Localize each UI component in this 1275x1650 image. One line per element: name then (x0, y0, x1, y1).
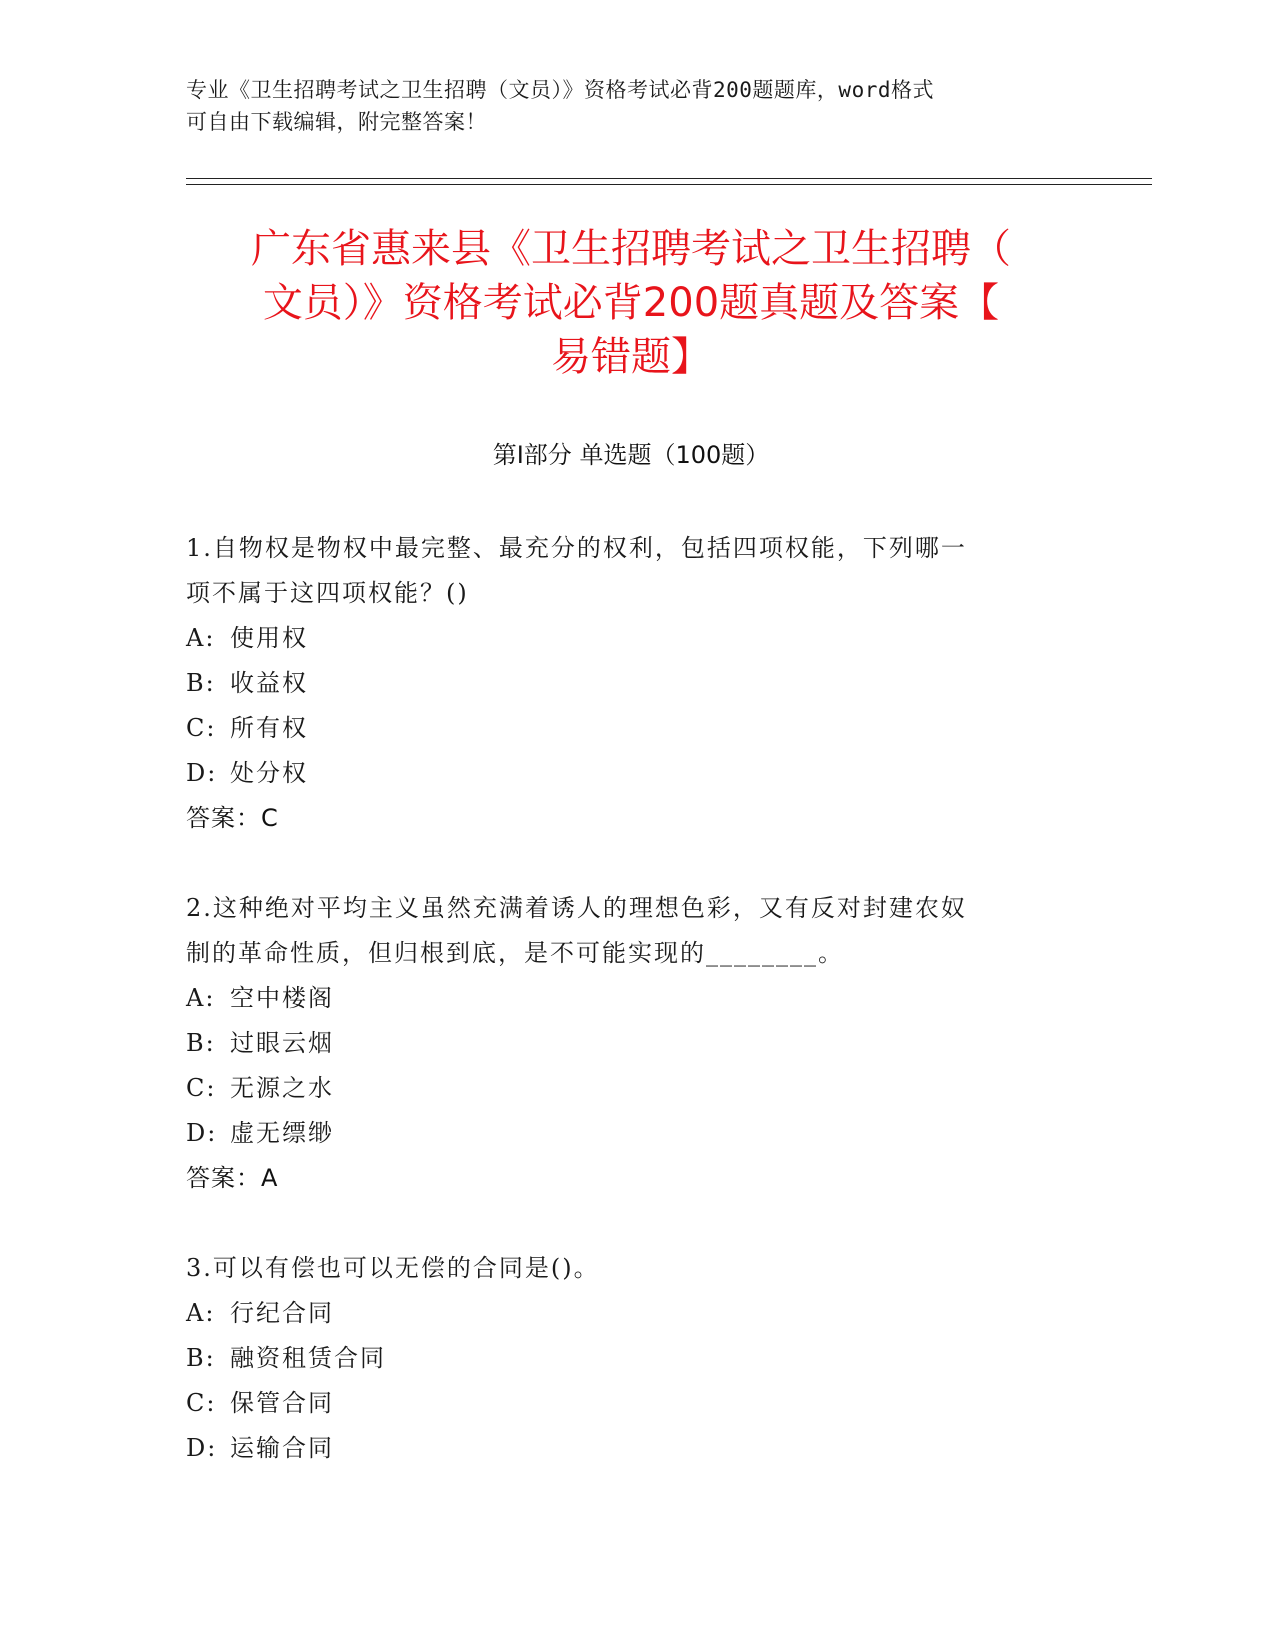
document-title (186, 222, 1076, 384)
title-line-1: 广东省惠来县《卫生招聘考试之卫生招聘（ (251, 226, 1011, 272)
option-text: 使用权 (230, 624, 308, 652)
option-key: B: (186, 1344, 216, 1372)
option-key: B: (186, 1029, 216, 1057)
question-3 (186, 1246, 1066, 1471)
option-text: 处分权 (230, 759, 308, 787)
header-divider-top (186, 178, 1152, 179)
option-d (186, 751, 1066, 796)
option-key: A: (186, 984, 216, 1012)
question-stem: 2.这种绝对平均主义虽然充满着诱人的理想色彩，又有反对封建农奴 (186, 894, 967, 922)
option-key: A: (186, 624, 216, 652)
option-a (186, 976, 1066, 1021)
question-stem: 制的革命性质，但归根到底，是不可能实现的________。 (186, 939, 844, 967)
option-c (186, 1066, 1066, 1111)
option-text: 所有权 (230, 714, 308, 742)
option-a (186, 616, 1066, 661)
header-divider-bottom (186, 184, 1152, 185)
document-header-note (186, 74, 1066, 138)
title-line-3: 易错题】 (551, 334, 711, 380)
option-key: C: (186, 714, 217, 742)
answer-line: 答案：A (186, 1164, 279, 1192)
option-b (186, 1336, 1066, 1381)
question-stem: 项不属于这四项权能？() (186, 579, 469, 607)
option-d (186, 1111, 1066, 1156)
option-text: 运输合同 (230, 1434, 334, 1462)
question-stem: 3.可以有偿也可以无偿的合同是()。 (186, 1254, 600, 1282)
option-key: D: (186, 1434, 218, 1462)
option-key: C: (186, 1389, 217, 1417)
option-a (186, 1291, 1066, 1336)
option-c (186, 706, 1066, 751)
option-b (186, 1021, 1066, 1066)
option-text: 保管合同 (230, 1389, 334, 1417)
option-key: C: (186, 1074, 217, 1102)
option-key: B: (186, 669, 216, 697)
option-text: 收益权 (230, 669, 308, 697)
question-stem: 1.自物权是物权中最完整、最充分的权利，包括四项权能，下列哪一 (186, 534, 967, 562)
answer-line: 答案：C (186, 804, 279, 832)
option-text: 行纪合同 (230, 1299, 334, 1327)
option-text: 虚无缥缈 (230, 1119, 334, 1147)
option-key: D: (186, 759, 218, 787)
option-c (186, 1381, 1066, 1426)
header-note-line-1: 专业《卫生招聘考试之卫生招聘（文员）》资格考试必背200题题库，word格式 (186, 78, 934, 102)
title-line-2: 文员）》资格考试必背200题真题及答案【 (262, 280, 1000, 326)
option-key: A: (186, 1299, 216, 1327)
option-text: 空中楼阁 (230, 984, 334, 1012)
question-list (186, 526, 1066, 1471)
option-text: 过眼云烟 (230, 1029, 334, 1057)
option-b (186, 661, 1066, 706)
option-key: D: (186, 1119, 218, 1147)
option-text: 无源之水 (230, 1074, 334, 1102)
option-text: 融资租赁合同 (230, 1344, 386, 1372)
question-1 (186, 526, 1066, 841)
section-heading: 第Ⅰ部分 单选题（100题） (492, 441, 770, 469)
header-note-line-2: 可自由下载编辑，附完整答案！ (186, 110, 487, 134)
option-d (186, 1426, 1066, 1471)
question-2 (186, 886, 1066, 1201)
